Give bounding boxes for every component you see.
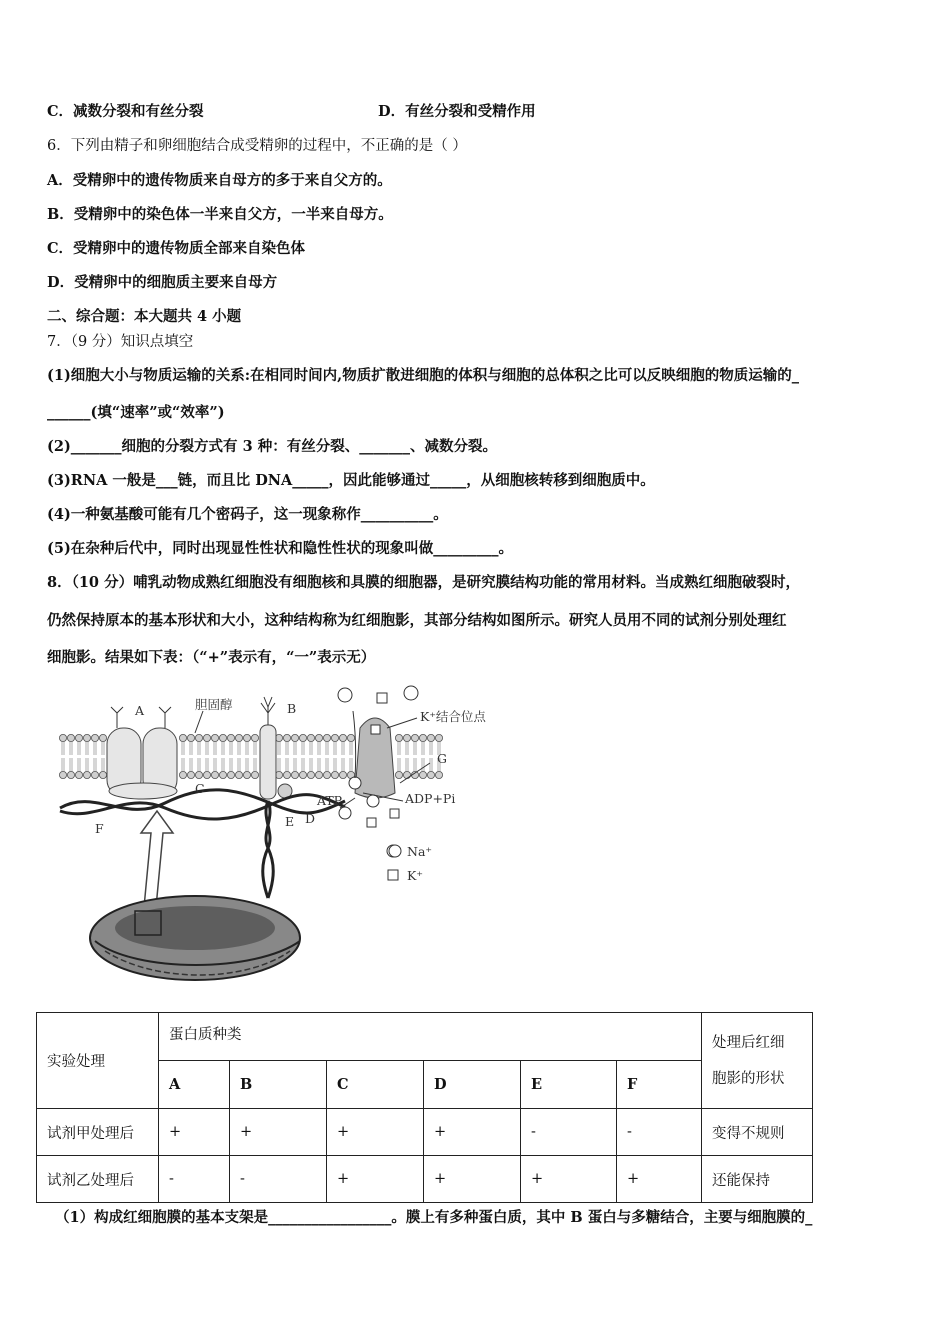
section-heading: 二、综合题：本大题共 4 小题 bbox=[47, 308, 242, 325]
header-shape-line2: 胞影的形状 bbox=[712, 1070, 785, 1087]
cell: + bbox=[521, 1156, 617, 1203]
protein-col-a: A bbox=[159, 1061, 230, 1109]
cell: + bbox=[159, 1109, 230, 1156]
q8-line2: 仍然保持原本的基本形状和大小，这种结构称为红细胞影，其部分结构如图所示。研究人员用不同的试剂分别处理红 bbox=[47, 612, 787, 629]
header-shape-line1: 处理后红细 bbox=[712, 1034, 785, 1051]
label-d: D bbox=[305, 811, 316, 826]
membrane-diagram bbox=[55, 683, 525, 993]
table-row bbox=[37, 1156, 813, 1203]
q6-option-c: C．受精卵中的遗传物质全部来自染色体 bbox=[47, 240, 306, 257]
q6-stem: 6．下列由精子和卵细胞结合成受精卵的过程中，不正确的是（ ） bbox=[47, 138, 467, 154]
row-shape: 还能保持 bbox=[702, 1156, 813, 1203]
cell: - bbox=[617, 1109, 702, 1156]
protein-col-c: C bbox=[327, 1061, 424, 1109]
protein-col-d: D bbox=[424, 1061, 521, 1109]
option-c: C．减数分裂和有丝分裂 bbox=[47, 103, 204, 120]
label-cholesterol: 胆固醇 bbox=[195, 697, 233, 712]
results-table bbox=[36, 1012, 813, 1203]
header-shape bbox=[702, 1013, 813, 1109]
cell: + bbox=[327, 1109, 424, 1156]
q7-part2: (2)_______细胞的分裂方式有 3 种：有丝分裂、_______、减数分裂。 bbox=[47, 438, 497, 455]
q8-line3: 细胞影。结果如下表：（“+”表示有，“一”表示无） bbox=[47, 649, 376, 666]
label-f: F bbox=[95, 821, 104, 836]
protein-col-b: B bbox=[230, 1061, 327, 1109]
q7-part1-line1: (1)细胞大小与物质运输的关系:在相同时间内,物质扩散进细胞的体积与细胞的总体积之比可以反映细胞的物质运输的_ bbox=[47, 367, 799, 384]
header-treatment: 实验处理 bbox=[37, 1013, 159, 1109]
cell: - bbox=[230, 1156, 327, 1203]
cell: + bbox=[617, 1156, 702, 1203]
protein-col-f: F bbox=[617, 1061, 702, 1109]
option-d: D．有丝分裂和受精作用 bbox=[378, 103, 536, 120]
cell: + bbox=[230, 1109, 327, 1156]
label-k-site: K⁺结合位点 bbox=[420, 709, 486, 724]
legend-k: K⁺ bbox=[407, 868, 423, 883]
cell: - bbox=[159, 1156, 230, 1203]
label-b: B bbox=[287, 701, 297, 716]
q7-part3: (3)RNA 一般是___链，而且比 DNA_____，因此能够通过_____，从细胞核转移到细胞质中。 bbox=[47, 472, 655, 489]
q8-line1: 8．（10 分）哺乳动物成熟红细胞没有细胞核和具膜的细胞器，是研究膜结构功能的常用材料。当成熟红细胞破裂时， bbox=[47, 574, 801, 591]
legend-na: Na⁺ bbox=[407, 844, 432, 859]
q7-part1-line2: ______(填“速率”或“效率”) bbox=[47, 404, 225, 421]
label-atp: ATP bbox=[317, 793, 343, 808]
header-protein-types: 蛋白质种类 bbox=[159, 1013, 702, 1061]
q7-stem: 7．（9 分）知识点填空 bbox=[47, 334, 194, 350]
protein-col-e: E bbox=[521, 1061, 617, 1109]
cell: + bbox=[424, 1156, 521, 1203]
protein-a bbox=[107, 728, 177, 799]
label-a: A bbox=[135, 703, 145, 718]
label-g: G bbox=[437, 751, 447, 766]
q7-part4: (4)一种氨基酸可能有几个密码子，这一现象称作__________。 bbox=[47, 506, 448, 523]
label-c: C bbox=[195, 781, 205, 796]
row-name: 试剂甲处理后 bbox=[37, 1109, 159, 1156]
red-cell-ghost bbox=[90, 896, 300, 980]
q6-option-a: A．受精卵中的遗传物质来自母方的多于来自父方的。 bbox=[47, 172, 392, 189]
label-adp: ADP+Pi bbox=[405, 791, 456, 806]
q7-part5: (5)在杂种后代中，同时出现显性性状和隐性性状的现象叫做_________。 bbox=[47, 540, 514, 557]
q6-option-d: D．受精卵中的细胞质主要来自母方 bbox=[47, 274, 278, 291]
table-row bbox=[37, 1109, 813, 1156]
row-shape: 变得不规则 bbox=[702, 1109, 813, 1156]
cell: + bbox=[424, 1109, 521, 1156]
q8-sub1: （1）构成红细胞膜的基本支架是_________________。膜上有多种蛋白质，其中 B 蛋白与多糖结合，主要与细胞膜的_ bbox=[55, 1209, 813, 1226]
q6-option-b: B．受精卵中的染色体一半来自父方，一半来自母方。 bbox=[47, 206, 393, 223]
label-e: E bbox=[285, 814, 295, 829]
cell: + bbox=[327, 1156, 424, 1203]
row-name: 试剂乙处理后 bbox=[37, 1156, 159, 1203]
cell: - bbox=[521, 1109, 617, 1156]
